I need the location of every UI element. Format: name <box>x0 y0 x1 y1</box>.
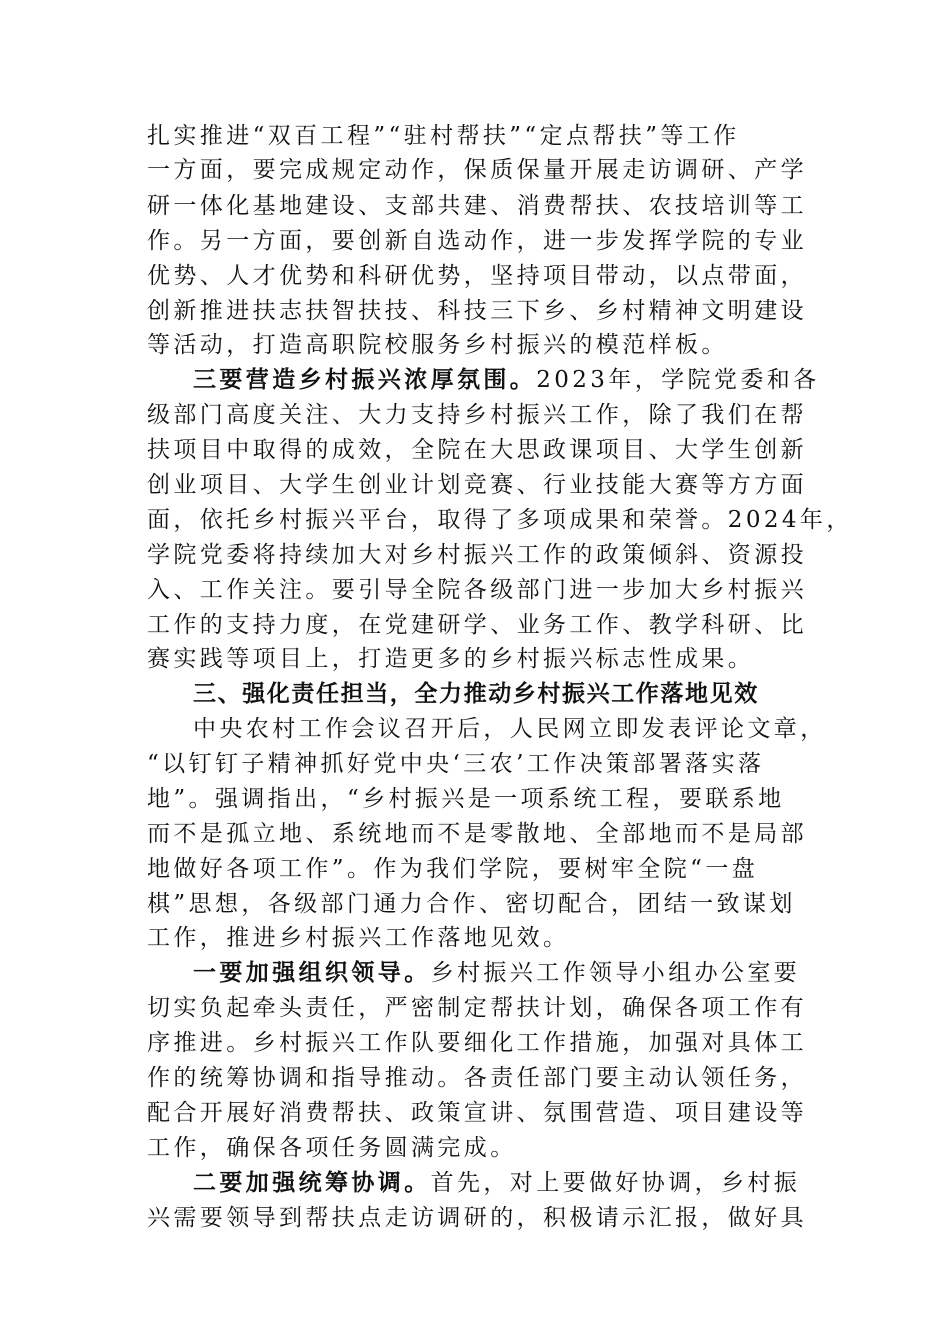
body-text-line: 优势、人才优势和科研优势，坚持项目带动，以点带面， <box>147 263 807 289</box>
body-text-line: 一方面，要完成规定动作，保质保量开展走访调研、产学 <box>147 157 807 183</box>
body-text-line: 工作的支持力度，在党建研学、业务工作、教学科研、比 <box>147 612 807 638</box>
section-heading: 三、强化责任担当，全力推动乡村振兴工作落地见效 <box>193 681 759 707</box>
body-text-line: 作。另一方面，要创新自选动作，进一步发挥学院的专业 <box>147 228 807 254</box>
body-text-line: 面，依托乡村振兴平台，取得了多项成果和荣誉。2024年， <box>147 507 853 533</box>
body-text-line: 兴需要领导到帮扶点走访调研的，积极请示汇报，做好具 <box>147 1205 807 1231</box>
body-text-line: 地”。强调指出，“乡村振兴是一项系统工程，要联系地 <box>147 786 785 812</box>
paragraph-start-line <box>147 954 807 992</box>
body-text-line: 配合开展好消费帮扶、政策宣讲、氛围营造、项目建设等 <box>147 1100 807 1126</box>
body-text-line: 切实负起牵头责任，严密制定帮扶计划，确保各项工作有 <box>147 995 807 1021</box>
body-text-line: “以钉钉子精神抓好党中央‘三农’工作决策部署落实落 <box>147 751 765 777</box>
body-text-line: 工作，确保各项任务圆满完成。 <box>147 1135 517 1161</box>
bold-lead-phrase: 一要加强组织领导。 <box>193 959 431 986</box>
bold-lead-phrase: 三要营造乡村振兴浓厚氛围。 <box>193 366 537 393</box>
body-text: 2023年，学院党委和各 <box>536 367 820 393</box>
body-text-line: 级部门高度关注、大力支持乡村振兴工作，除了我们在帮 <box>147 402 807 428</box>
body-text-line: 创新推进扶志扶智扶技、科技三下乡、乡村精神文明建设 <box>147 298 807 324</box>
body-text: 首先，对上要做好协调，乡村振 <box>430 1170 801 1196</box>
bold-lead-phrase: 二要加强统筹协调。 <box>193 1169 431 1196</box>
paragraph-start-line <box>147 361 820 399</box>
body-text-line: 赛实践等项目上，打造更多的乡村振兴标志性成果。 <box>147 646 755 672</box>
body-text-line: 研一体化基地建设、支部共建、消费帮扶、农技培训等工 <box>147 193 807 219</box>
body-text-line: 地做好各项工作”。作为我们学院，要树牢全院“一盘 <box>147 856 759 882</box>
body-text-line: 学院党委将持续加大对乡村振兴工作的政策倾斜、资源投 <box>147 542 807 568</box>
paragraph-start-line <box>147 1164 807 1202</box>
body-text-line: 而不是孤立地、系统地而不是零散地、全部地而不是局部 <box>147 821 807 847</box>
body-text-line: 序推进。乡村振兴工作队要细化工作措施，加强对具体工 <box>147 1030 807 1056</box>
body-text-line: 入、工作关注。要引导全院各级部门进一步加大乡村振兴 <box>147 577 807 603</box>
body-text-line: 工作，推进乡村振兴工作落地见效。 <box>147 925 570 951</box>
body-text-line: 等活动，打造高职院校服务乡村振兴的模范样板。 <box>147 332 728 358</box>
body-text-line: 扶项目中取得的成效，全院在大思政课项目、大学生创新 <box>147 437 807 463</box>
body-text: 乡村振兴工作领导小组办公室要 <box>430 960 801 986</box>
body-text-line: 创业项目、大学生创业计划竞赛、行业技能大赛等方方面 <box>147 472 807 498</box>
body-text-line: 棋”思想，各级部门通力合作、密切配合，团结一致谋划 <box>147 891 796 917</box>
body-text-line: 作的统筹协调和指导推动。各责任部门要主动认领任务， <box>147 1065 807 1091</box>
body-text-line: 中央农村工作会议召开后，人民网立即发表评论文章， <box>193 716 827 742</box>
body-text-line: 扎实推进“双百工程”“驻村帮扶”“定点帮扶”等工作 <box>147 123 740 149</box>
